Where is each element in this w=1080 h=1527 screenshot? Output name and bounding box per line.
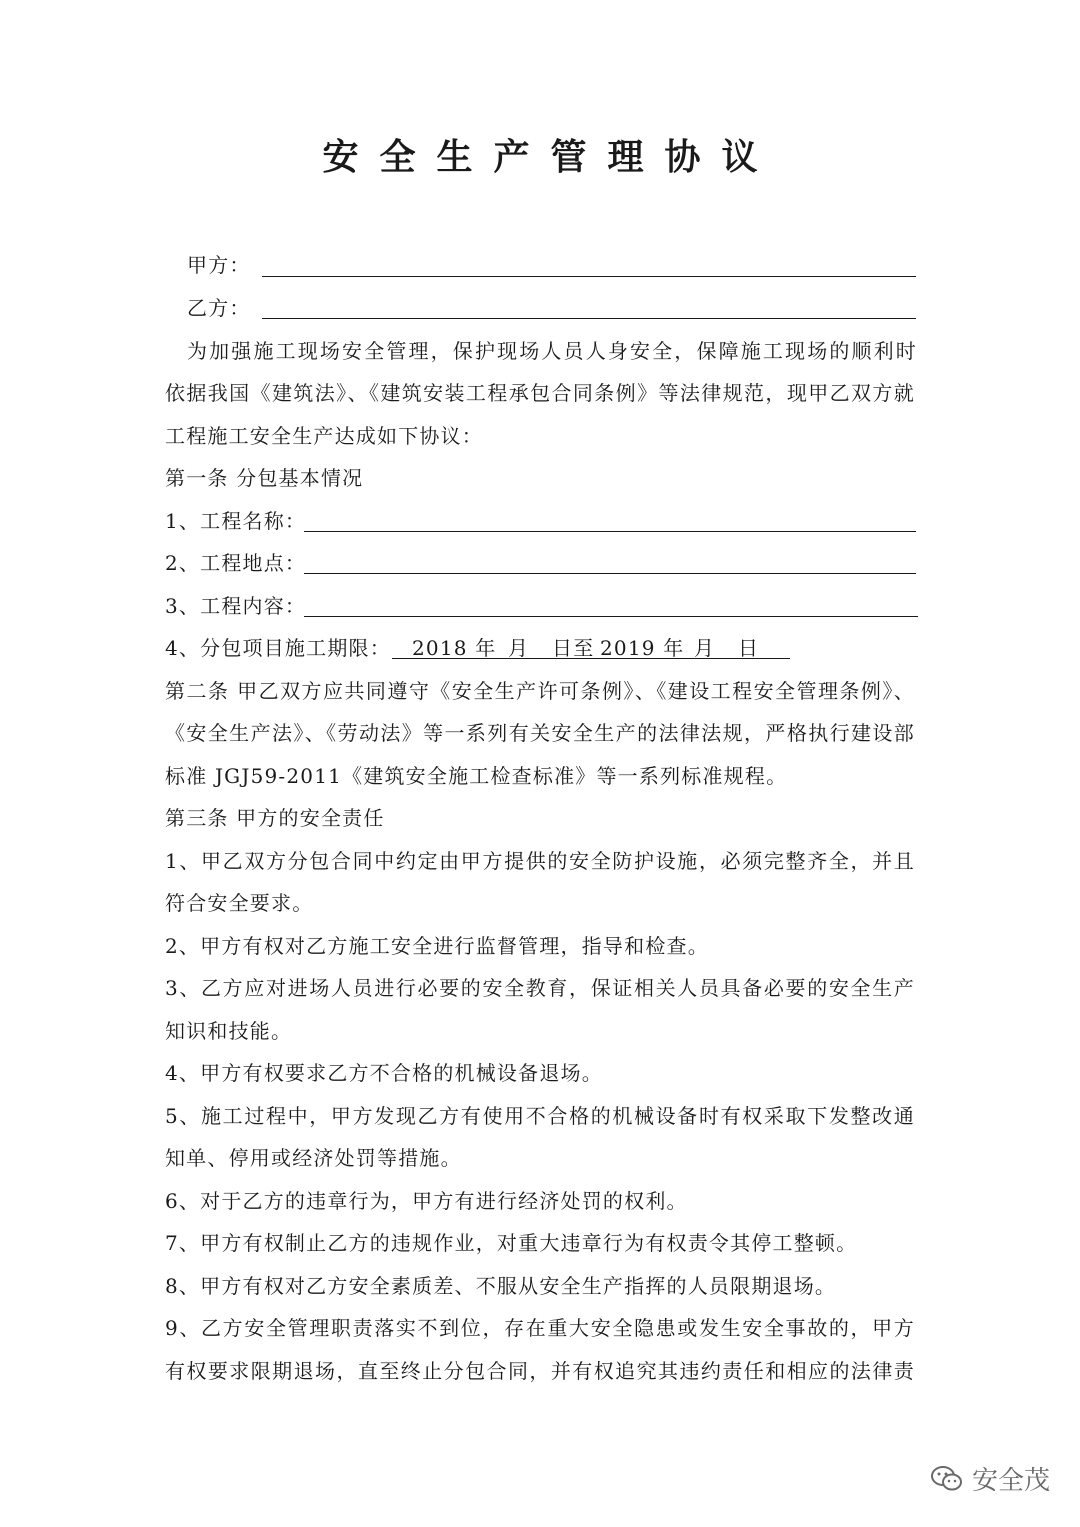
article-3-item-2: 2、甲方有权对乙方施工安全进行监督管理，指导和检查。 [165, 934, 709, 958]
watermark-text: 安全茂 [971, 1466, 1050, 1496]
article-2-line-3: 标准 JGJ59-2011《建筑安全施工检查标准》等一系列标准规程。 [165, 764, 788, 788]
item-1-label: 1、工程名称： [165, 509, 307, 533]
article-3-item-6: 6、对于乙方的违章行为，甲方有进行经济处罚的权利。 [165, 1189, 688, 1213]
period-start-day: 日至 [552, 636, 595, 660]
party-a-label: 甲方： [187, 253, 251, 277]
article-2-line-1: 第二条 甲乙双方应共同遵守《安全生产许可条例》、《建设工程安全管理条例》、 [165, 679, 915, 703]
party-b-label: 乙方： [187, 296, 251, 320]
project-name-blank[interactable] [304, 531, 916, 532]
article-3-item-3-line-2: 知识和技能。 [165, 1019, 293, 1043]
period-start-year: 2018 年 [412, 636, 497, 660]
period-end-month: 月 [694, 636, 716, 660]
party-a-blank[interactable] [262, 276, 916, 277]
project-content-blank[interactable] [304, 616, 918, 617]
article-3-item-7: 7、甲方有权制止乙方的违规作业，对重大违章行为有权责令其停工整顿。 [165, 1231, 858, 1255]
article-3-item-8: 8、甲方有权对乙方安全素质差、不服从安全生产指挥的人员限期退场。 [165, 1274, 837, 1298]
article-3-item-5-line-2: 知单、停用或经济处罚等措施。 [165, 1146, 462, 1170]
article-3-heading: 第三条 甲方的安全责任 [165, 806, 385, 830]
item-4-label: 4、分包项目施工期限： [165, 636, 391, 660]
intro-line-2: 依据我国《建筑法》、《建筑安装工程承包合同条例》等法律规范，现甲乙双方就 [165, 381, 915, 405]
wechat-icon [930, 1464, 964, 1494]
article-3-item-1-line-2: 符合安全要求。 [165, 891, 314, 915]
page-title: 安全生产管理协议 [322, 136, 779, 178]
intro-line-3: 工程施工安全生产达成如下协议： [165, 424, 483, 448]
period-end-day: 日 [738, 636, 760, 660]
article-3-item-3-line-1: 3、乙方应对进场人员进行必要的安全教育，保证相关人员具备必要的安全生产 [165, 976, 915, 1000]
article-3-item-9-line-1: 9、乙方安全管理职责落实不到位，存在重大安全隐患或发生安全事故的，甲方 [165, 1316, 915, 1340]
party-b-blank[interactable] [262, 318, 916, 319]
article-3-item-4: 4、甲方有权要求乙方不合格的机械设备退场。 [165, 1061, 603, 1085]
watermark [930, 1460, 1050, 1497]
article-1-heading: 第一条 分包基本情况 [165, 466, 364, 490]
article-3-item-1-line-1: 1、甲乙双方分包合同中约定由甲方提供的安全防护设施，必须完整齐全，并且 [165, 849, 915, 873]
item-3-label: 3、工程内容： [165, 594, 307, 618]
period-end-year: 2019 年 [600, 636, 685, 660]
article-3-item-5-line-1: 5、施工过程中，甲方发现乙方有使用不合格的机械设备时有权采取下发整改通 [165, 1104, 915, 1128]
article-2-line-2: 《安全生产法》、《劳动法》等一系列有关安全生产的法律法规，严格执行建设部 [165, 721, 915, 745]
project-location-blank[interactable] [304, 573, 916, 574]
item-2-label: 2、工程地点： [165, 551, 307, 575]
article-3-item-9-line-2: 有权要求限期退场，直至终止分包合同，并有权追究其违约责任和相应的法律责 [165, 1359, 915, 1383]
intro-line-1: 为加强施工现场安全管理，保护现场人员人身安全，保障施工现场的顺利时 [187, 339, 917, 363]
period-start-month: 月 [508, 636, 530, 660]
